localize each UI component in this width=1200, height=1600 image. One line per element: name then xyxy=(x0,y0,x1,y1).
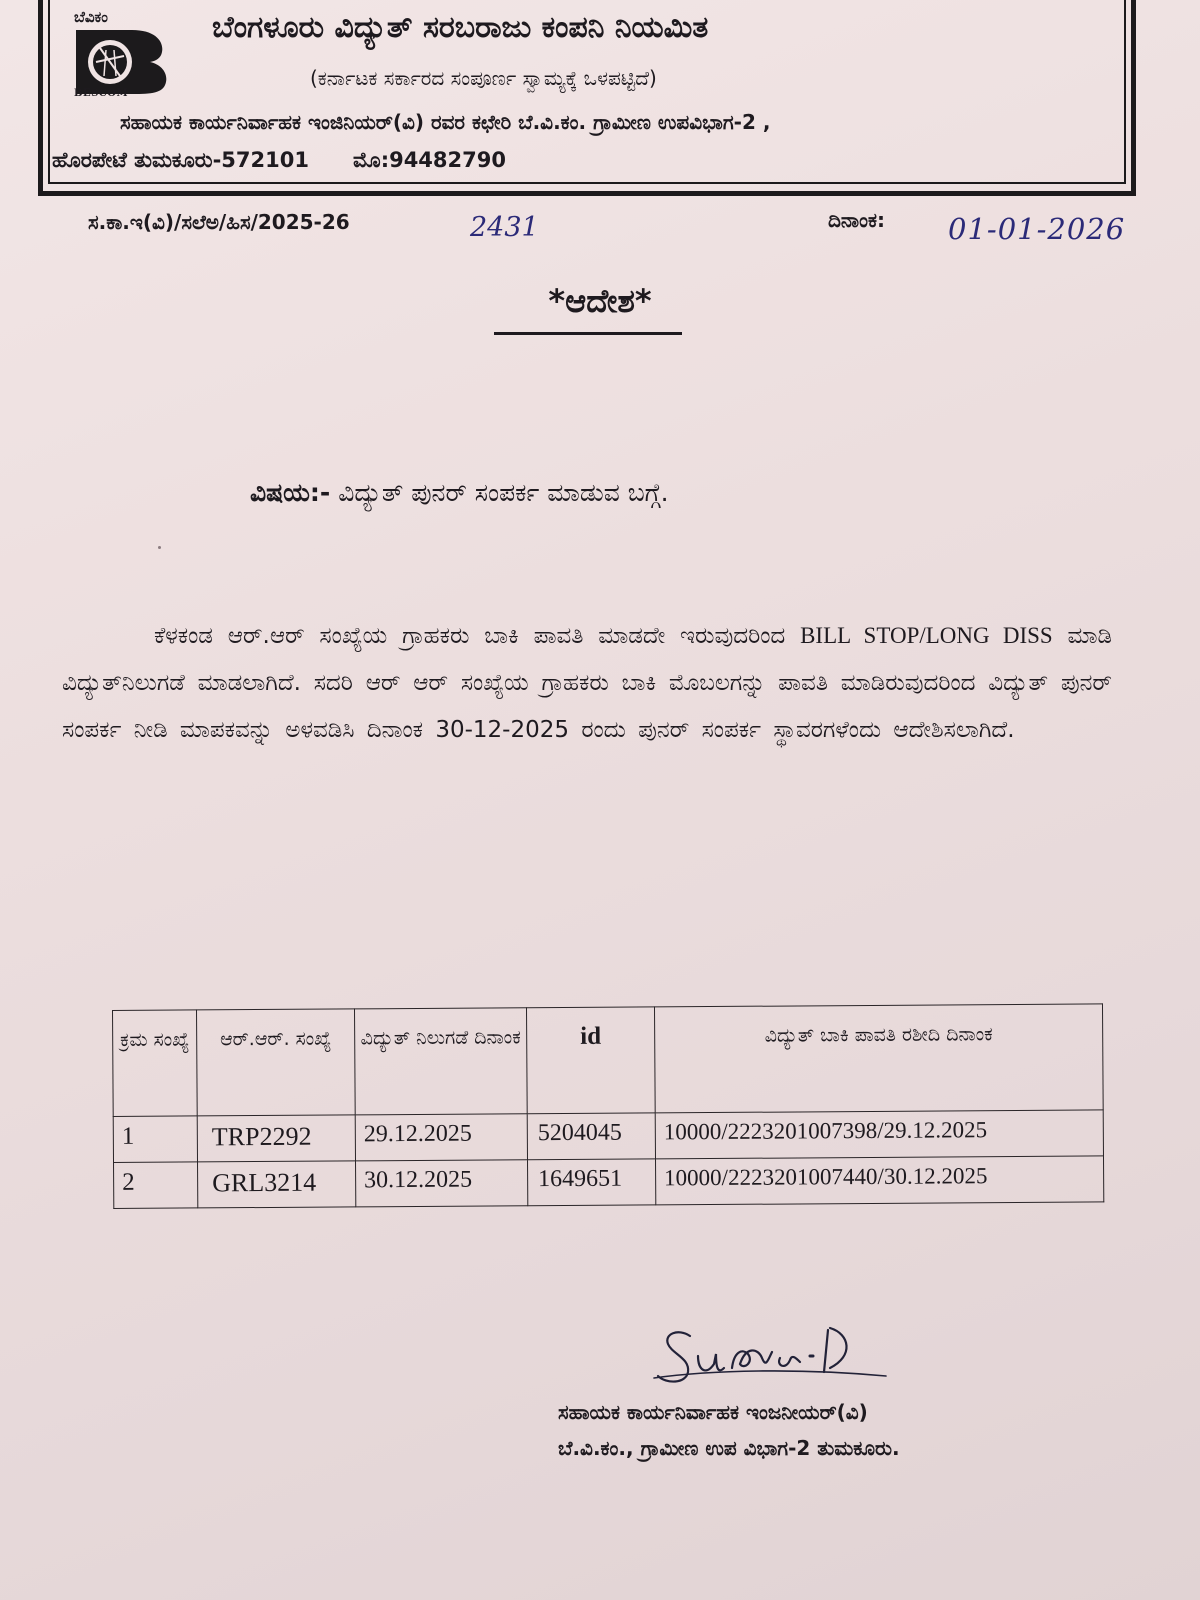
cell-id: 5204045 xyxy=(527,1113,655,1160)
cell-disconnection-date: 30.12.2025 xyxy=(356,1160,528,1207)
signatory-title: ಸಹಾಯಕ ಕಾರ್ಯನಿರ್ವಾಹಕ ಇಂಜನೀಯರ್(ವಿ) xyxy=(558,1400,868,1424)
logo-script-text: ಬೆವಿಕಂ xyxy=(74,8,108,26)
logo-text: BESCOM xyxy=(74,88,129,99)
header-id xyxy=(526,1007,655,1114)
cell-serial: 1 xyxy=(113,1116,197,1163)
cell-payment-receipt: 10000/2223201007440/30.12.2025 xyxy=(655,1156,1103,1205)
header-serial: ಕ್ರಮ ಸಂಖ್ಯೆ xyxy=(113,1010,198,1117)
organization-name: ಬೆಂಗಳೂರು ವಿದ್ಯುತ್ ಸರಬರಾಜು ಕಂಪನಿ ನಿಯಮಿತ xyxy=(212,10,709,45)
reconnection-table-wrapper xyxy=(112,1003,1104,1209)
signatory-office: ಬೆ.ವಿ.ಕಂ., ಗ್ರಾಮೀಣ ಉಪ ವಿಭಾಗ-2 ತುಮಕೂರು. xyxy=(558,1436,900,1460)
reference-number: ಸ.ಕಾ.ಇ(ವಿ)/ಸಲೆಅ/ಹಿಸ/2025-26 xyxy=(88,210,350,234)
table-header-row xyxy=(113,1004,1104,1117)
header-id-label: id xyxy=(580,1022,602,1050)
handwritten-date: 01-01-2026 xyxy=(948,212,1126,246)
handwritten-signature xyxy=(650,1318,890,1408)
body-part-1: ಕೆಳಕಂಡ ಆರ್.ಆರ್ ಸಂಖ್ಯೆಯ ಗ್ರಾಹಕರು ಬಾಕಿ ಪಾವತಿ ಮಾಡದೇ ಇರುವುದರಿಂದ xyxy=(154,623,801,649)
office-address-line-1: ಸಹಾಯಕ ಕಾರ್ಯನಿರ್ವಾಹಕ ಇಂಜಿನಿಯರ್(ವಿ) ರವರ ಕಛೇರಿ ಬೆ.ವಿ.ಕಂ. ಗ್ರಾಮೀಣ ಉಪವಿಭಾಗ-2 , xyxy=(120,110,771,134)
cell-rr-number: GRL3214 xyxy=(198,1161,356,1208)
office-address-city: ಹೊರಪೇಟೆ ತುಮಕೂರು-572101 xyxy=(52,148,309,172)
body-latin-text: BILL STOP/LONG DISS xyxy=(800,623,1053,648)
cell-id: 1649651 xyxy=(528,1159,656,1206)
order-title: *ಆದೇಶ* xyxy=(548,282,652,320)
office-address-line-2 xyxy=(52,148,506,173)
reconnection-table xyxy=(112,1003,1104,1209)
organization-subtitle: (ಕರ್ನಾಟಕ ಸರ್ಕಾರದ ಸಂಪೂರ್ಣ ಸ್ವಾಮ್ಯಕ್ಕೆ ಒಳಪಟ್ಟಿದೆ) xyxy=(310,66,657,90)
office-mobile: ಮೊ:94482790 xyxy=(352,148,506,172)
table-row xyxy=(114,1156,1104,1209)
header-rr-number: ಆರ್.ಆರ್. ಸಂಖ್ಯೆ xyxy=(197,1009,356,1116)
order-body-paragraph xyxy=(62,612,1112,754)
date-label: ದಿನಾಂಕ: xyxy=(828,208,885,232)
cell-rr-number: TRP2292 xyxy=(197,1115,355,1162)
title-underline xyxy=(494,332,682,335)
table-row xyxy=(113,1110,1103,1163)
cell-serial: 2 xyxy=(114,1162,198,1209)
paper-speck xyxy=(158,546,161,549)
subject-text: ವಿದ್ಯುತ್ ಪುನರ್ ಸಂಪರ್ಕ ಮಾಡುವ ಬಗ್ಗೆ. xyxy=(330,478,669,507)
cell-disconnection-date: 29.12.2025 xyxy=(355,1114,527,1161)
subject-label: ವಿಷಯ:- xyxy=(250,478,331,507)
body-part-2: ಮಾಡಿ ವಿದ್ಯುತ್‌ನಿಲುಗಡೆ ಮಾಡಲಾಗಿದೆ. ಸದರಿ ಆರ್ ಆರ್ ಸಂಖ್ಯೆಯ ಗ್ರಾಹಕರು ಬಾಕಿ ಮೊಬಲಗನ್ನು ಪಾವತಿ ಮಾಡಿರುವುದರಿಂದ ವಿದ್ಯುತ್ ಪುನರ್ ಸಂಪರ್ಕ ನೀಡಿ ಮಾಪಕವನ್ನು ಅಳವಡಿಸಿ ದಿನಾಂಕ 30-12-2025 ರಂದು ಪುನರ್ ಸಂಪರ್ಕ ಸ್ಥಾವರಗಳೆಂದು ಆದೇಶಿಸಲಾಗಿದೆ. xyxy=(62,623,1112,743)
header-payment-receipt: ವಿದ್ಯುತ್ ಬಾಕಿ ಪಾವತಿ ರಶೀದಿ ದಿನಾಂಕ xyxy=(654,1004,1103,1113)
cell-payment-receipt: 10000/2223201007398/29.12.2025 xyxy=(655,1110,1103,1159)
header-disconnection-date: ವಿದ್ಯುತ್ ನಿಲುಗಡೆ ದಿನಾಂಕ xyxy=(354,1008,527,1115)
handwritten-reference-number: 2431 xyxy=(470,212,539,243)
bescom-logo-icon xyxy=(70,28,172,96)
subject-line xyxy=(250,478,669,508)
